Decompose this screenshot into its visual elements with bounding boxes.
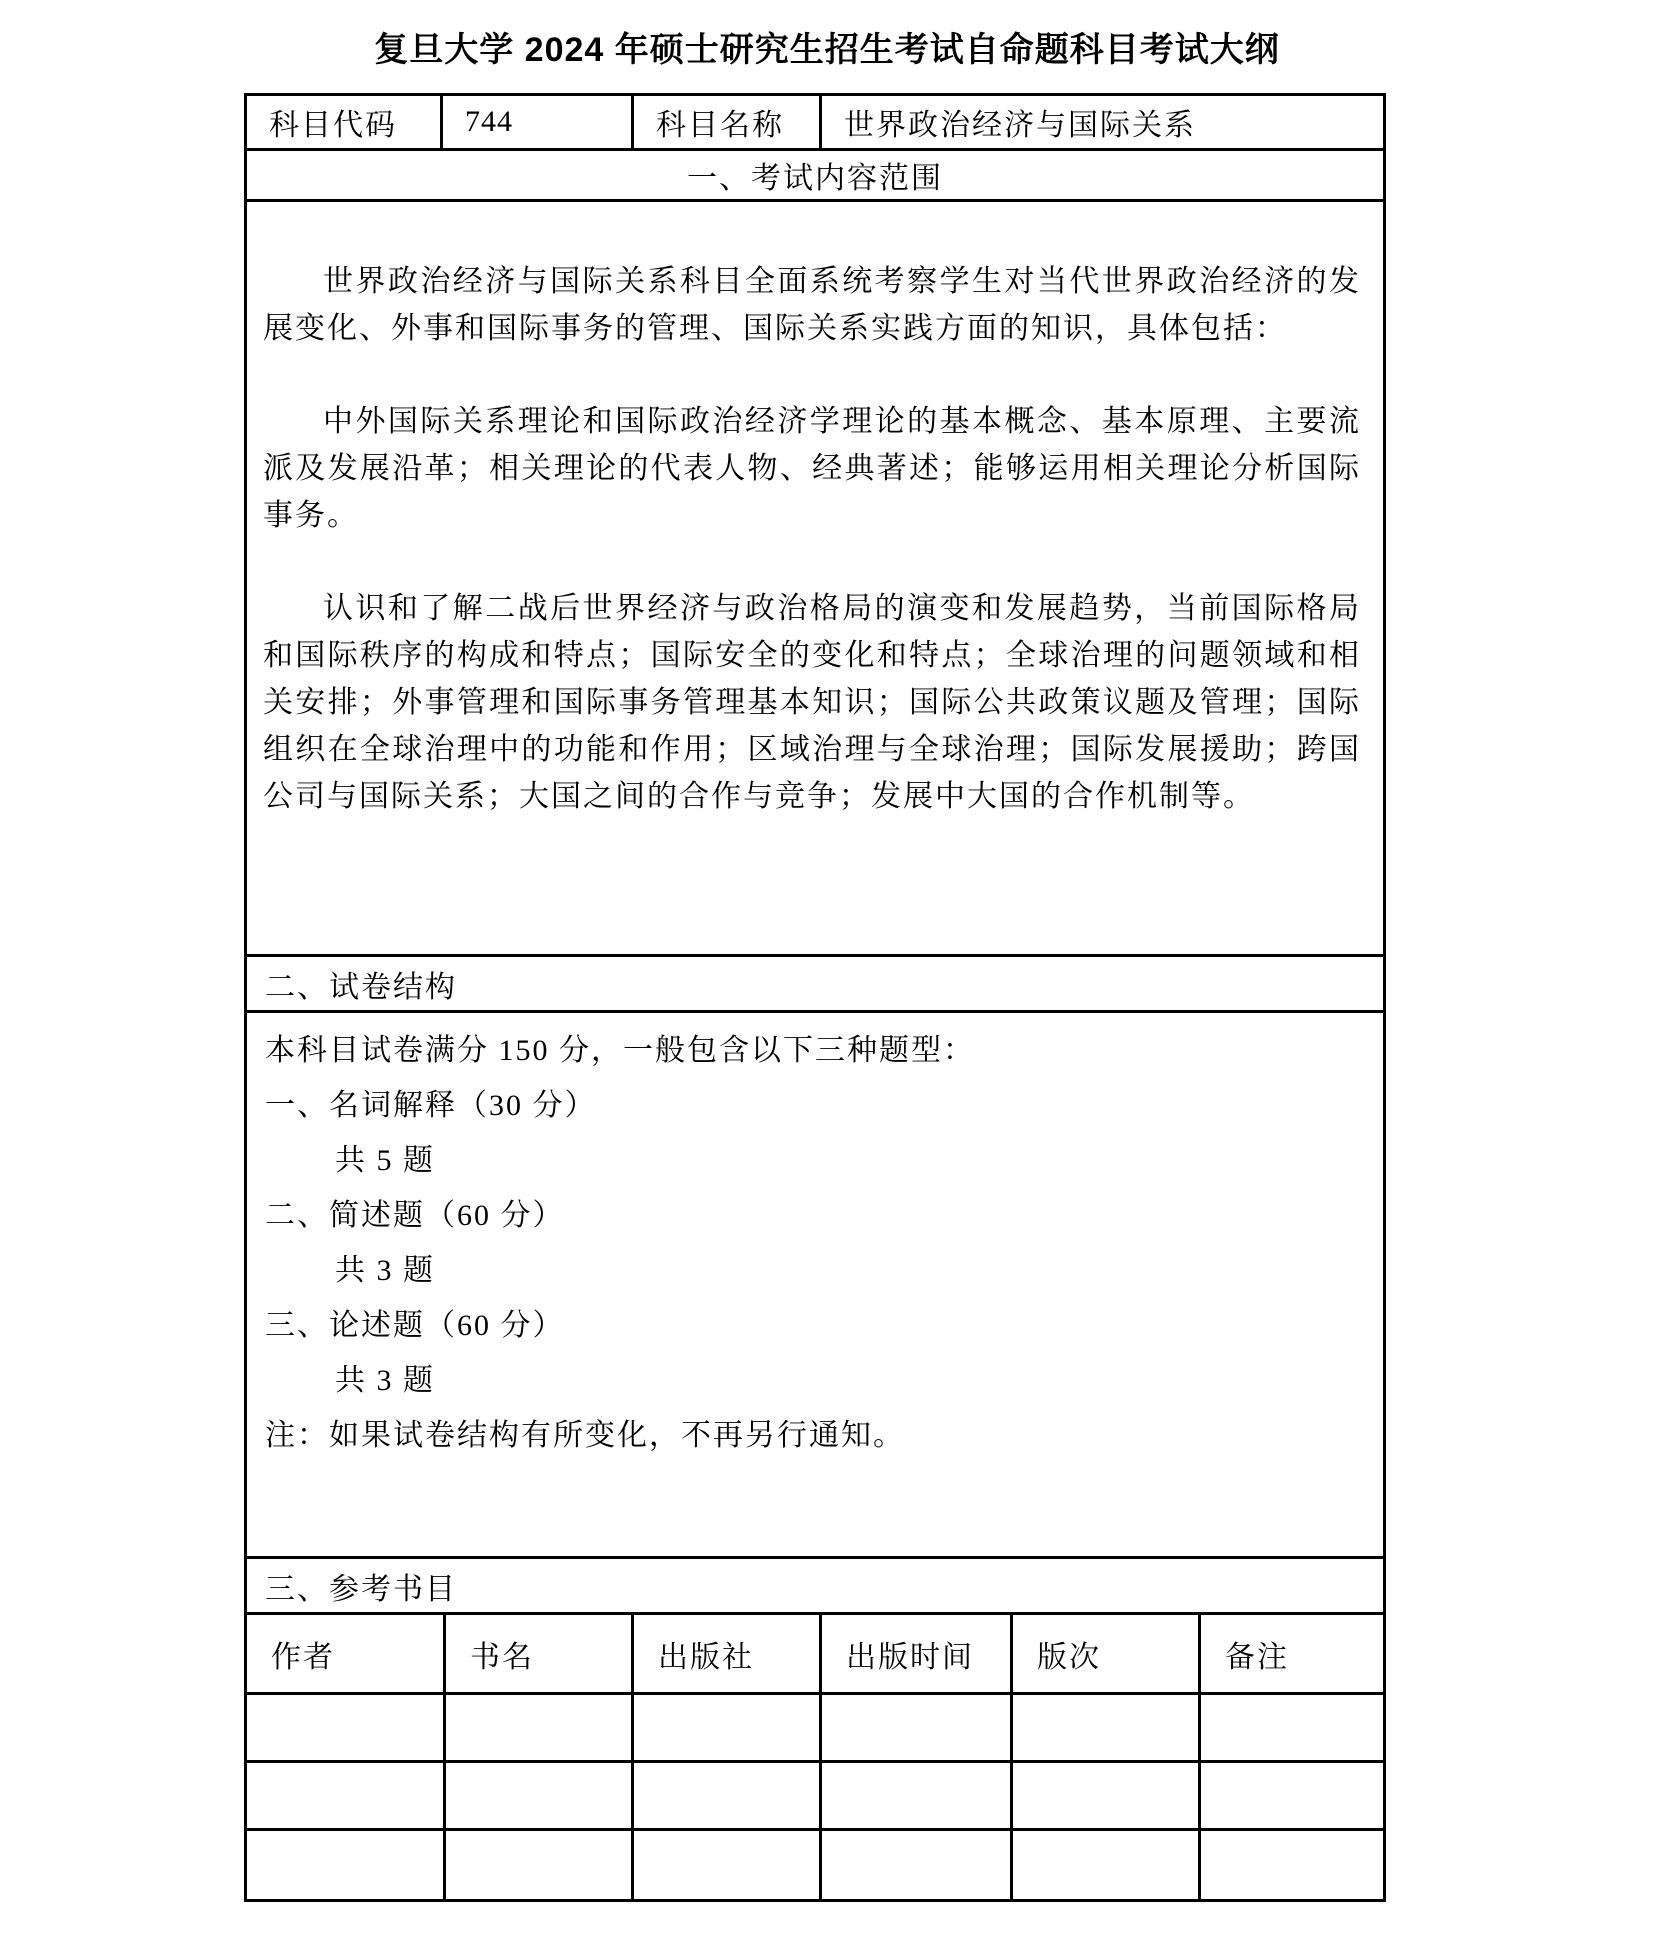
exam-intro-line: 本科目试卷满分 150 分，一般包含以下三种题型： <box>265 1034 975 1067</box>
ref-empty-cell <box>1201 1831 1383 1899</box>
subject-code-label: 科目代码 <box>247 96 443 148</box>
ref-empty-cell <box>1201 1763 1383 1828</box>
ref-empty-cell <box>822 1831 1013 1899</box>
section1-heading: 一、考试内容范围 <box>247 151 1383 202</box>
subject-code-value: 744 <box>443 96 634 148</box>
ref-empty-cell <box>247 1763 446 1828</box>
section1-paragraph-3: 认识和了解二战后世界经济与政治格局的演变和发展趋势，当前国际格局和国际秩序的构成和特点；国际安全的变化和特点；全球治理的问题领域和相关安排；外事管理和国际事务管理基本知识；国际公共政策议题及管理；国际组织在全球治理中的功能和作用；区域治理与全球治理；国际发展援助；跨国公司与国际关系；大国之间的合作与竞争；发展中大国的合作机制等。 <box>263 592 1361 813</box>
section1-content <box>247 202 1383 957</box>
ref-empty-cell <box>247 1831 446 1899</box>
question-type-3-count: 共 3 题 <box>335 1364 435 1397</box>
ref-empty-cell <box>446 1831 634 1899</box>
exam-outline-table <box>244 93 1386 1902</box>
ref-table-header-row <box>247 1615 1383 1695</box>
ref-empty-cell <box>634 1763 822 1828</box>
structure-note: 注：如果试卷结构有所变化，不再另行通知。 <box>265 1419 905 1452</box>
ref-empty-cell <box>634 1831 822 1899</box>
question-type-3-label: 三、论述题（60 分） <box>265 1309 565 1342</box>
ref-empty-cell <box>822 1695 1013 1760</box>
ref-col-publish-date: 出版时间 <box>822 1615 1013 1692</box>
question-type-2-label: 二、简述题（60 分） <box>265 1199 565 1232</box>
ref-empty-cell <box>634 1695 822 1760</box>
ref-col-remarks: 备注 <box>1225 1640 1289 1674</box>
section1-paragraph-2: 中外国际关系理论和国际政治经济学理论的基本概念、基本原理、主要流派及发展沿革；相关理论的代表人物、经典著述；能够运用相关理论分析国际事务。 <box>263 405 1361 532</box>
ref-empty-cell <box>1013 1831 1201 1899</box>
ref-table-empty-row <box>247 1763 1383 1831</box>
page-title: 复旦大学 2024 年硕士研究生招生考试自命题科目考试大纲 <box>374 31 1280 69</box>
section1-paragraph-1: 世界政治经济与国际关系科目全面系统考察学生对当代世界政治经济的发展变化、外事和国际事务的管理、国际关系实践方面的知识，具体包括： <box>263 265 1361 345</box>
question-type-2-count: 共 3 题 <box>335 1254 435 1287</box>
ref-empty-cell <box>446 1763 634 1828</box>
ref-table-empty-row <box>247 1831 1383 1899</box>
question-type-1-label: 一、名词解释（30 分） <box>265 1089 597 1122</box>
ref-empty-cell <box>1013 1763 1201 1828</box>
ref-empty-cell <box>1201 1695 1383 1760</box>
subject-name-value: 世界政治经济与国际关系 <box>844 109 1196 142</box>
subject-info-row <box>247 96 1383 151</box>
subject-name-label: 科目名称 <box>634 96 822 148</box>
section2-content <box>247 1013 1383 1559</box>
section3-heading: 三、参考书目 <box>247 1559 1383 1615</box>
ref-col-author: 作者 <box>247 1615 446 1692</box>
ref-table-empty-row <box>247 1695 1383 1763</box>
ref-empty-cell <box>1013 1695 1201 1760</box>
ref-col-book-title: 书名 <box>446 1615 634 1692</box>
ref-col-publisher: 出版社 <box>634 1615 822 1692</box>
ref-col-edition: 版次 <box>1013 1615 1201 1692</box>
ref-empty-cell <box>446 1695 634 1760</box>
question-type-1-count: 共 5 题 <box>335 1144 435 1177</box>
ref-empty-cell <box>822 1763 1013 1828</box>
section2-heading: 二、试卷结构 <box>247 957 1383 1013</box>
ref-empty-cell <box>247 1695 446 1760</box>
